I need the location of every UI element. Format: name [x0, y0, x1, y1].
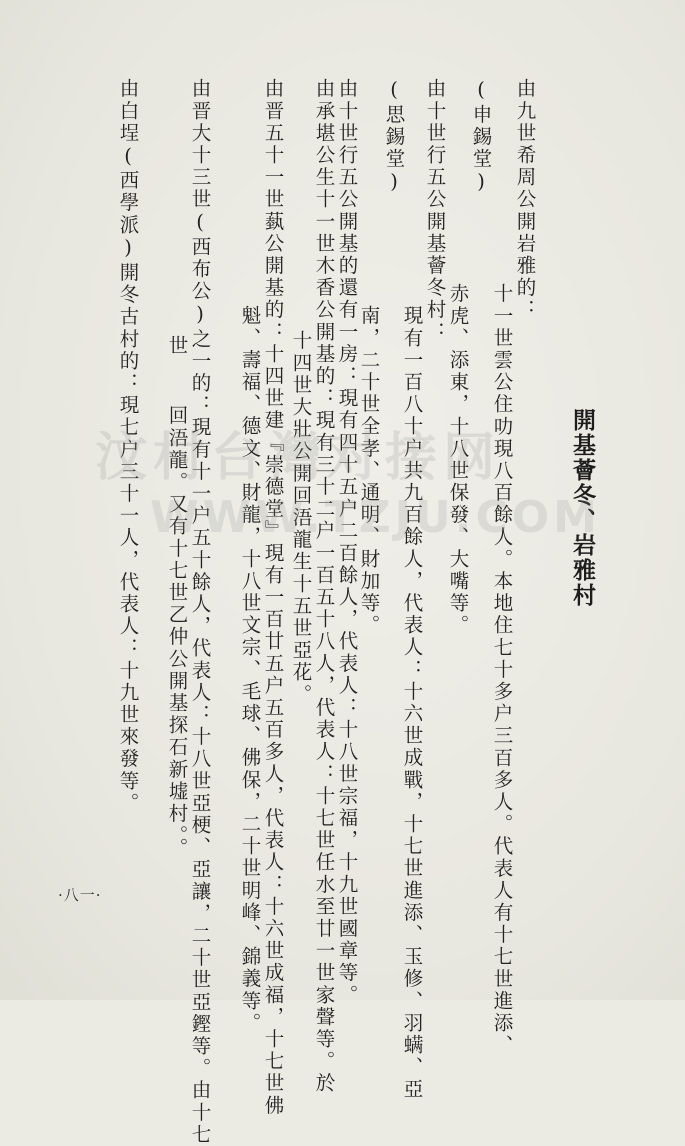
- page-number: ·八一·: [58, 886, 102, 904]
- text-column-12: 由晋五十一世蓺公開基的：十四世建『崇德堂』現有一百廿五户五百多人，代表人：十六世成福，十七世佛: [261, 78, 285, 1117]
- text-column-8: 南，二十世全孝、通明、財加等。: [357, 305, 381, 637]
- text-column-10: 由承堪公生十一世木香公開基的：現有三十二户一百五十八人，代表人：十七世任水至廿一世家聲等。於: [312, 78, 336, 1095]
- text-column-13: 魁、壽福、德文、財龍，十八世文宗、毛球、佛保，二十世明峰、錦義等。: [238, 305, 262, 1035]
- text-column-15: 世: [165, 335, 189, 358]
- text-column-5: 由十世行五公開基薈冬村：: [423, 78, 447, 344]
- text-column-7: (思錫堂): [382, 78, 406, 196]
- text-column-3: (申錫堂): [469, 78, 493, 196]
- text-column-16: 回浯龍。又有十七世乙仲公開基探石新墟村。。: [165, 405, 189, 860]
- watermark: 汶村台灣对接网: [95, 428, 502, 488]
- page-title: 開基薈冬、岩雅村: [569, 408, 595, 608]
- text-column-6: 現有一百八十户共九百餘人，代表人：十六世成戰，十七世進添、玉修、羽螨、亞: [400, 305, 424, 1101]
- text-column-9: 由十世行五公開基的還有一房：現有四十五户二百餘人，代表人：十八世宗福，十九世國章等。: [335, 78, 359, 1007]
- text-column-17: 由白埕(西學派)開冬古村的：現七户三十一人，代表人：十九世來發等。: [116, 78, 140, 815]
- text-column-1: 由九世希周公開岩雅的：: [513, 78, 537, 322]
- text-column-4: 赤虎、添東，十八世保發、大嘴等。: [446, 283, 470, 637]
- text-column-11: 十四世大壯公開回浯龍生十五世亞花。: [289, 330, 313, 706]
- watermark-url: WWW.TZJU.COM: [150, 492, 601, 543]
- text-column-2: 十一世雲公住叻現八百餘人。本地住七十多户三百多人。代表人有十七世進添、: [490, 283, 514, 1057]
- text-column-14: 由晋大十三世(西布公)之一的：現有十一户五十餘人，代表人：十八世亞梗、亞讓，二十世亞鏗等。由十七: [188, 78, 212, 1146]
